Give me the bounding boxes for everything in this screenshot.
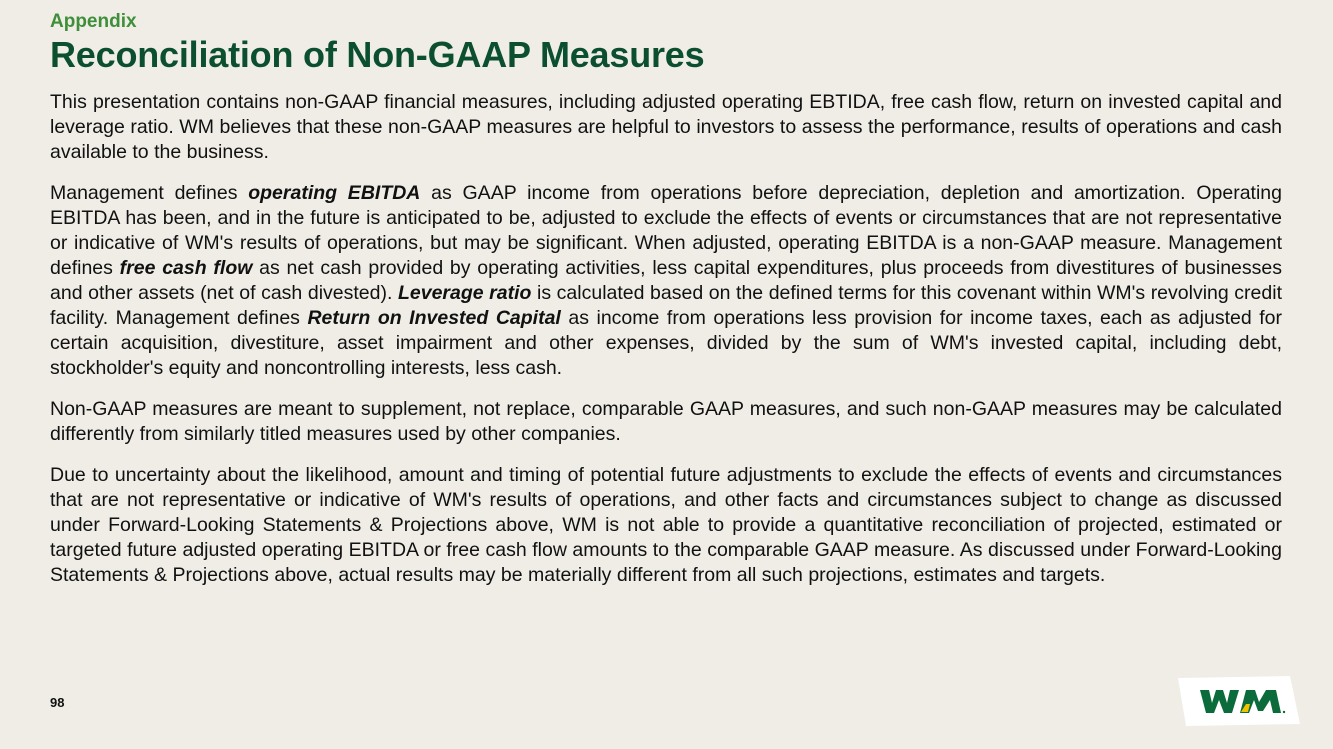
logo-background (1178, 676, 1300, 726)
term-free-cash-flow: free cash flow (119, 257, 253, 279)
section-eyebrow: Appendix (50, 11, 137, 32)
definition-text: is calculated based on the defined terms for this covenant within WM's revolving credit facility. Management defines (50, 282, 1282, 329)
definition-text: as net cash provided by operating activities, less capital expenditures, plus proceeds from divestitures of businesses and other assets (net of cash divested). (50, 257, 1283, 304)
definition-text: Management defines (50, 182, 249, 204)
definition-text: as GAAP income from operations before depreciation, depletion and amortization. Operating EBITDA has been, and in the future is anticipated to be, adjusted to exclude the effects of events or circumstances that are not representative or indicative of WM's results of operations, but may be significant. When adjusted, operating EBITDA is a non-GAAP measure. Management defines (50, 182, 1282, 279)
term-operating-ebitda: operating EBITDA (248, 182, 421, 204)
logo-registered-mark (1283, 711, 1285, 713)
term-return-on-invested-capital: Return on Invested Capital (307, 307, 561, 329)
paragraph-definitions (50, 181, 1282, 381)
paragraph-intro: This presentation contains non-GAAP financial measures, including adjusted operating EBTIDA, free cash flow, return on invested capital and leverage ratio. WM believes that these non-GAAP measures are helpful to investors to assess the performance, results of operations and cash available to the business. (50, 91, 1282, 163)
term-leverage-ratio: Leverage ratio (397, 282, 532, 304)
wm-logo (1178, 676, 1300, 726)
wm-logo-icon (1178, 676, 1300, 726)
body-text (50, 90, 1282, 604)
paragraph-supplement: Non-GAAP measures are meant to supplement, not replace, comparable GAAP measures, and such non-GAAP measures may be calculated differently from similarly titled measures used by other companies. (50, 398, 1282, 445)
page-title: Reconciliation of Non-GAAP Measures (50, 34, 705, 75)
page-number: 98 (50, 695, 65, 710)
definition-text: as income from operations less provision for income taxes, each as adjusted for certain acquisition, divestiture, asset impairment and other expenses, divided by the sum of WM's invested capital, including debt, stockholder's equity and noncontrolling interests, less cash. (50, 307, 1282, 379)
paragraph-uncertainty: Due to uncertainty about the likelihood, amount and timing of potential future adjustments to exclude the effects of events and circumstances that are not representative or indicative of WM's results of operations, and other facts and circumstances subject to change as discussed under Forward-Looking Statements & Projections above, WM is not able to provide a quantitative reconciliation of projected, estimated or targeted future adjusted operating EBITDA or free cash flow amounts to the comparable GAAP measure. As discussed under Forward-Looking Statements & Projections above, actual results may be materially different from all such projections, estimates and targets. (50, 464, 1282, 586)
